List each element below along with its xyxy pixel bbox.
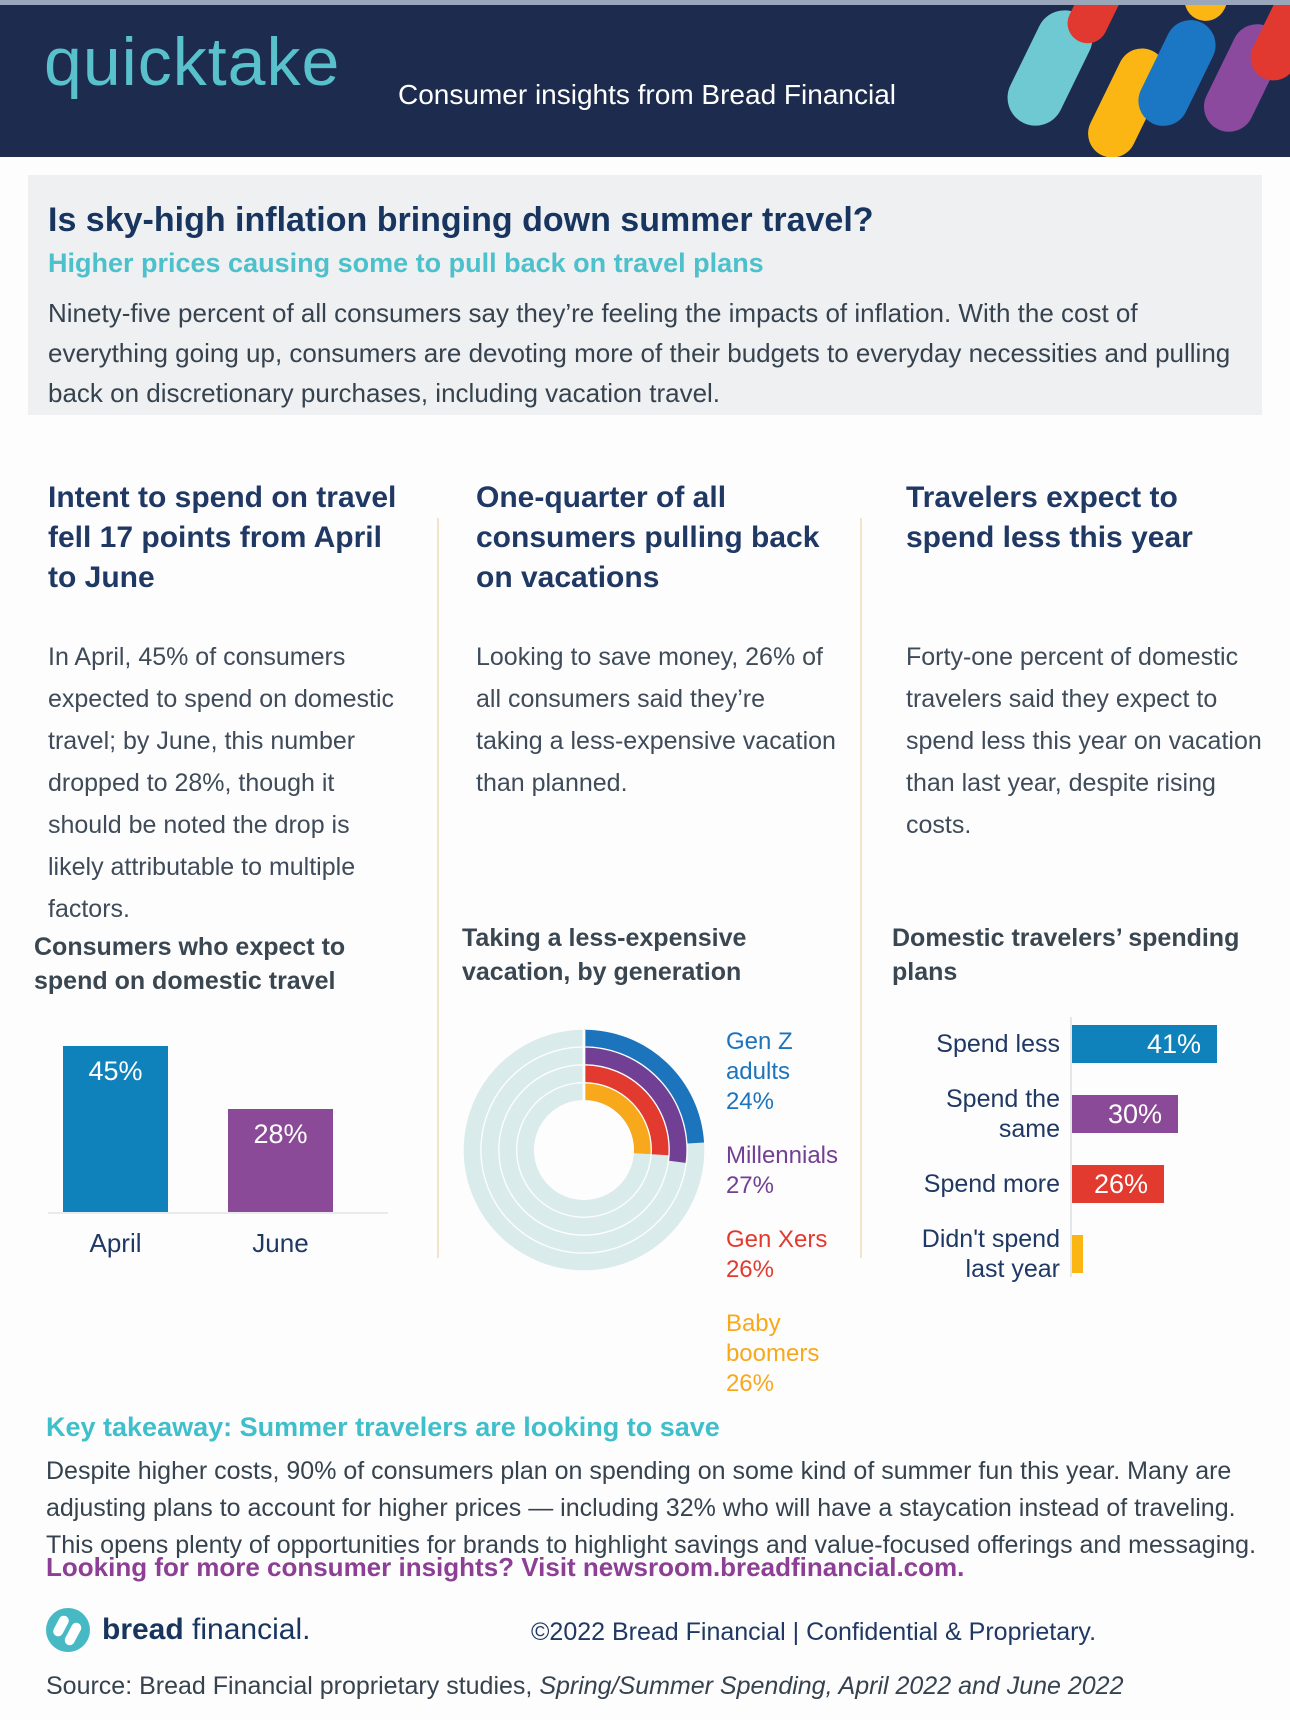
footer xyxy=(46,1608,1246,1656)
column-body: In April, 45% of consumers expected to spend on domestic travel; by June, this number dropped to 28%, though it should be noted the drop is likely attributable to multiple factors. xyxy=(48,643,395,923)
hbar-row xyxy=(906,1084,1268,1144)
hbar-category-label: Didn't spend last year xyxy=(921,1225,1060,1283)
chart-title-domestic-travel: Consumers who expect to spend on domestic travel xyxy=(34,933,346,995)
chart-title-generation: Taking a less-expensive vacation, by generation xyxy=(462,924,747,986)
bread-financial-logo xyxy=(46,1608,310,1652)
legend-name: Gen Z adults xyxy=(725,1028,793,1085)
header-tagline: Consumer insights from Bread Financial xyxy=(398,79,896,110)
takeaway-body: Despite higher costs, 90% of consumers plan on spending on some kind of summer fun this year. Many are adjusting plans to account for higher prices — including 32% who will have a staycation instead of traveling. This opens plenty of opportunities for brands to highlight savings and value-focused offerings and messaging. xyxy=(46,1457,1257,1559)
hbar-row xyxy=(906,1224,1268,1284)
column-divider-2 xyxy=(860,518,862,1258)
legend-name: Gen Xers xyxy=(725,1226,828,1253)
column-pullback xyxy=(462,478,838,1423)
legend-item-baby-boomers xyxy=(726,1309,838,1399)
source-prefix: Source: Bread Financial proprietary studies, xyxy=(46,1672,540,1700)
legend-value: 27% xyxy=(725,1172,774,1199)
bar-april xyxy=(63,1046,168,1212)
hbar-value-label: 26% xyxy=(1093,1168,1148,1199)
chart-title-spending-plans: Domestic travelers’ spending plans xyxy=(892,924,1240,986)
hbar-row xyxy=(906,1165,1268,1203)
intro-paragraph: Ninety-five percent of all consumers say they’re feeling the impacts of inflation. With the cost of everything going up, consumers are devoting more of their budgets to everyday necessities and pulling back on discretionary purchases, including vacation travel. xyxy=(48,298,1231,408)
legend-item-gen-z-adults xyxy=(726,1027,838,1117)
bar-chart-domestic-travel xyxy=(48,1046,410,1268)
copyright-line: ©2022 Bread Financial | Confidential & Proprietary. xyxy=(531,1618,1097,1646)
intro-section xyxy=(28,175,1262,415)
columns-section xyxy=(34,478,1268,1397)
radial-legend xyxy=(726,1027,838,1423)
column-spend-less xyxy=(892,478,1268,1305)
bar-june xyxy=(228,1109,333,1212)
legend-value: 24% xyxy=(725,1088,774,1115)
page-subtitle: Higher prices causing some to pull back on travel plans xyxy=(48,248,764,278)
bar-value-label: 45% xyxy=(88,1056,143,1086)
hbar-spend-less xyxy=(1072,1025,1217,1063)
bar-value-label: 28% xyxy=(253,1119,308,1149)
x-axis-line xyxy=(48,1212,388,1214)
column-heading: Travelers expect to spend less this year xyxy=(906,481,1193,554)
hbar-category-label: Spend more xyxy=(923,1170,1060,1198)
bread-financial-logo-icon xyxy=(46,1608,90,1652)
page-title: Is sky-high inflation bringing down summer travel? xyxy=(48,201,874,239)
legend-item-millennials xyxy=(726,1141,838,1201)
hbar-chart-spending-plans xyxy=(906,1025,1268,1284)
source-line xyxy=(46,1672,1124,1701)
column-heading: Intent to spend on travel fell 17 points from April to June xyxy=(48,481,397,594)
header xyxy=(0,5,1290,157)
hbar-category-label: Spend less xyxy=(936,1030,1060,1058)
source-study-names: Spring/Summer Spending, April 2022 and June 2022 xyxy=(539,1672,1124,1700)
x-axis-label: June xyxy=(252,1228,309,1258)
legend-value: 26% xyxy=(725,1256,774,1283)
hbar-category-label: Spend the same xyxy=(946,1085,1060,1143)
legend-item-gen-xers xyxy=(726,1225,838,1285)
column-intent xyxy=(34,478,410,1268)
newsroom-link[interactable]: Looking for more consumer insights? Visit newsroom.breadfinancial.com. xyxy=(46,1552,965,1582)
hbar-spend-more xyxy=(1072,1165,1164,1203)
bread-financial-logo-text: bread financial. xyxy=(102,1613,311,1646)
column-body: Looking to save money, 26% of all consumers said they’re taking a less-expensive vacation than planned. xyxy=(476,643,836,797)
hbar-didn-t-spend-last-year xyxy=(1072,1235,1083,1273)
takeaway-heading: Key takeaway: Summer travelers are looking to save xyxy=(46,1412,720,1442)
radial-donut xyxy=(460,1015,708,1285)
hbar-value-label: 30% xyxy=(1107,1098,1162,1129)
hbar-value-label: 41% xyxy=(1146,1028,1201,1059)
legend-value: 26% xyxy=(725,1370,774,1397)
column-body: Forty-one percent of domestic travelers said they expect to spend less this year on vacation than last year, despite rising costs. xyxy=(906,643,1262,839)
hbar-row xyxy=(906,1025,1268,1063)
legend-name: Millennials xyxy=(725,1142,838,1169)
legend-name: Baby boomers xyxy=(725,1310,820,1367)
radial-chart-generation xyxy=(460,1015,838,1423)
takeaway-section xyxy=(46,1412,1256,1564)
column-divider-1 xyxy=(437,518,439,1258)
brand-wordmark: quicktake xyxy=(44,24,341,100)
x-axis-label: April xyxy=(89,1228,142,1258)
column-heading: One-quarter of all consumers pulling back on vacations xyxy=(476,481,820,594)
hbar-spend-the-same xyxy=(1072,1095,1178,1133)
